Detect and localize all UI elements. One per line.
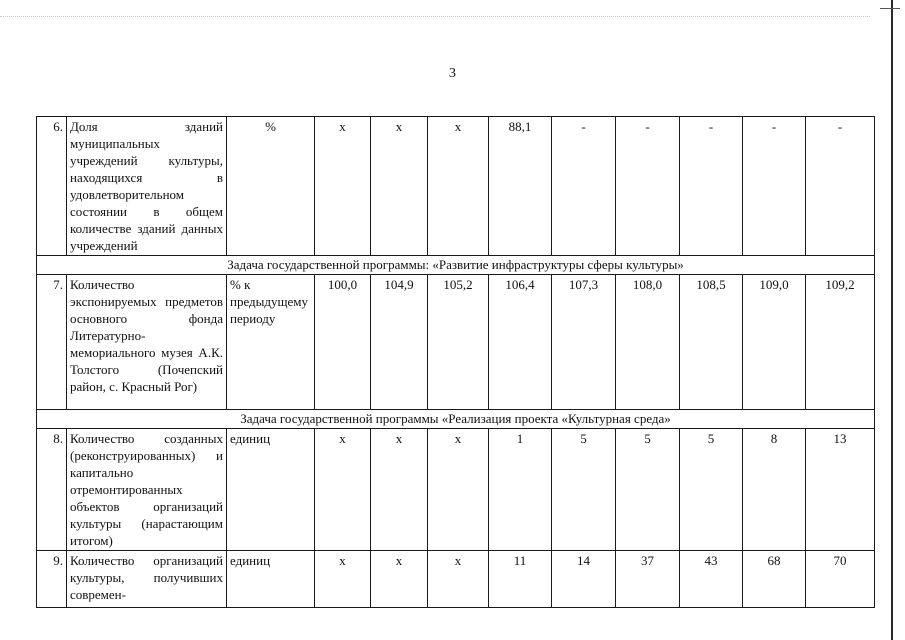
value-cell: 109,0	[743, 275, 806, 410]
scan-artifact-mark	[880, 8, 900, 10]
value-cell: x	[428, 117, 489, 256]
value-cell: 100,0	[315, 275, 371, 410]
value-cell: 43	[680, 551, 743, 608]
row-number: 8.	[37, 429, 67, 551]
value-cell: 1	[489, 429, 552, 551]
value-cell: x	[428, 551, 489, 608]
value-cell: 109,2	[806, 275, 875, 410]
unit-cell: % к предыдущему периоду	[227, 275, 315, 410]
page-edge-line	[891, 0, 893, 640]
value-cell: x	[371, 117, 428, 256]
value-cell: 88,1	[489, 117, 552, 256]
value-cell: x	[371, 429, 428, 551]
value-cell: 104,9	[371, 275, 428, 410]
value-cell: x	[315, 551, 371, 608]
task-row	[37, 410, 875, 429]
value-cell: 11	[489, 551, 552, 608]
unit-cell: единиц	[227, 429, 315, 551]
page-number: 3	[449, 66, 456, 81]
value-cell: 13	[806, 429, 875, 551]
task-row	[37, 256, 875, 275]
value-cell: -	[743, 117, 806, 256]
value-cell: -	[806, 117, 875, 256]
row-number: 7.	[37, 275, 67, 410]
task-heading: Задача государственной программы «Реализация проекта «Культурная среда»	[37, 410, 875, 429]
indicator-name: Доля зданий муниципальных учреждений культуры, находящихся в удовлетворительном состоянии в общем количестве зданий данных учреждений	[67, 117, 227, 256]
value-cell: 8	[743, 429, 806, 551]
unit-cell: единиц	[227, 551, 315, 608]
value-cell: -	[680, 117, 743, 256]
value-cell: 106,4	[489, 275, 552, 410]
value-cell: 108,5	[680, 275, 743, 410]
indicator-name: Количество созданных (реконструированных) и капитально отремонтированных объектов организаций культуры (нарастающим итогом)	[67, 429, 227, 551]
table-row	[37, 117, 875, 256]
value-cell: 5	[616, 429, 680, 551]
value-cell: 5	[680, 429, 743, 551]
table-row	[37, 429, 875, 551]
task-heading: Задача государственной программы: «Развитие инфраструктуры сферы культуры»	[37, 256, 875, 275]
value-cell: 105,2	[428, 275, 489, 410]
value-cell: x	[428, 429, 489, 551]
value-cell: 37	[616, 551, 680, 608]
value-cell: -	[616, 117, 680, 256]
value-cell: 5	[552, 429, 616, 551]
value-cell: 68	[743, 551, 806, 608]
row-number: 6.	[37, 117, 67, 256]
value-cell: 14	[552, 551, 616, 608]
row-number: 9.	[37, 551, 67, 608]
unit-cell: %	[227, 117, 315, 256]
value-cell: 70	[806, 551, 875, 608]
indicator-name: Количество экспонируемых предметов основного фонда Литературно-мемориального музея А.К. Толстого (Почепский район, с. Красный Рог)	[67, 275, 227, 410]
scan-artifact-dots	[0, 16, 870, 19]
value-cell: x	[315, 429, 371, 551]
value-cell: 108,0	[616, 275, 680, 410]
table-row	[37, 551, 875, 608]
indicators-table	[36, 116, 875, 608]
value-cell: 107,3	[552, 275, 616, 410]
value-cell: -	[552, 117, 616, 256]
table-row	[37, 275, 875, 410]
value-cell: x	[315, 117, 371, 256]
value-cell: x	[371, 551, 428, 608]
indicator-name: Количество организаций культуры, получивших современ-	[67, 551, 227, 608]
